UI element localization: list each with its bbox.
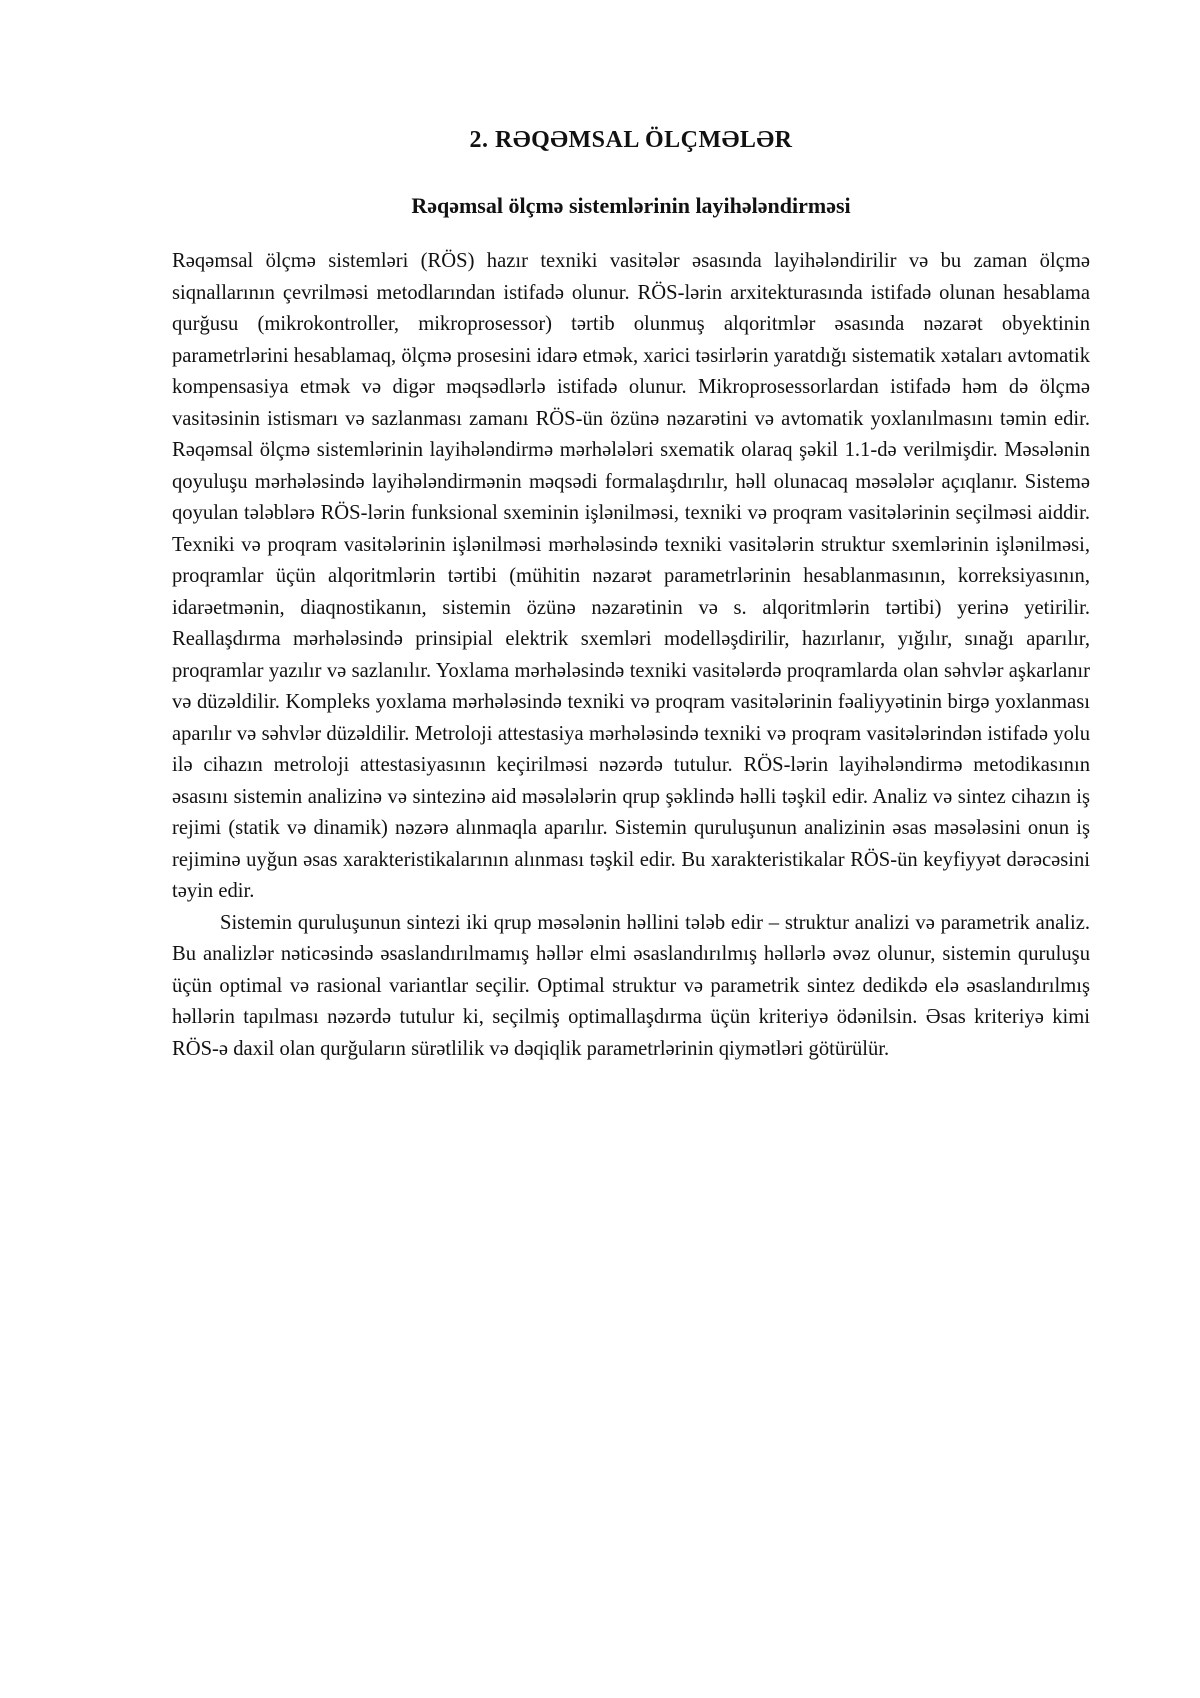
paragraph-1: Rəqəmsal ölçmə sistemləri (RÖS) hazır texniki vasitələr əsasında layihələndirilir və bu zaman ölçmə siqnallarının çevrilməsi metodlarından istifadə olunur. RÖS-lərin arxitekturasında istifadə olunan hesablama qurğusu (mikrokontroller, mikroprosessor) tərtib olunmuş alqoritmlər əsasında nəzarət obyektinin parametrlərini hesablamaq, ölçmə prosesini idarə etmək, xarici təsirlərin yaratdığı sistematik xətaları avtomatik kompensasiya etmək və digər məqsədlərlə istifadə olunur. Mikroprosessorlardan istifadə həm də ölçmə vasitəsinin istismarı və sazlanması zamanı RÖS-ün özünə nəzarətini və avtomatik yoxlanılmasını təmin edir. Rəqəmsal ölçmə sistemlərinin layihələndirmə mərhələləri sxematik olaraq şəkil 1.1-də verilmişdir. Məsələnin qoyuluşu mərhələsində layihələndirmənin məqsədi formalaşdırılır, həll olunacaq məsələlər açıqlanır. Sistemə qoyulan tələblərə RÖS-lərin funksional sxeminin işlənilməsi, texniki və proqram vasitələrinin seçilməsi aiddir. Texniki və proqram vasitələrinin işlənilməsi mərhələsində texniki vasitələrin struktur sxemlərinin işlənilməsi, proqramlar üçün alqoritmlərin tərtibi (mühitin nəzarət parametrlərinin hesablanmasının, korreksiyasının, idarəetmənin, diaqnostikanın, sistemin özünə nəzarətinin və s. alqoritmlərin tərtibi) yerinə yetirilir. Reallaşdırma mərhələsində prinsipial elektrik sxemləri modelləşdirilir, hazırlanır, yığılır, sınağı aparılır, proqramlar yazılır və sazlanılır. Yoxlama mərhələsində texniki vasitələrdə proqramlarda olan səhvlər aşkarlanır və düzəldilir. Kompleks yoxlama mərhələsində texniki və proqram vasitələrinin fəaliyyətinin birgə yoxlanması aparılır və səhvlər düzəldilir. Metroloji attestasiya mərhələsində texniki və proqram vasitələrindən istifadə yolu ilə cihazın metroloji attestasiyasının keçirilməsi nəzərdə tutulur. RÖS-lərin layihələndirmə metodikasının əsasını sistemin analizinə və sintezinə aid məsələlərin qrup şəklində həlli təşkil edir. Analiz və sintez cihazın iş rejimi (statik və dinamik) nəzərə alınmaqla aparılır. Sistemin quruluşunun analizinin əsas məsələsini onun iş rejiminə uyğun əsas xarakteristikalarının alınması təşkil edir. Bu xarakteristikalar RÖS-ün keyfiyyət dərəcəsini təyin edir. bbox=[172, 250, 1090, 902]
section-title: Rəqəmsal ölçmə sistemlərinin layihələndirməsi bbox=[411, 193, 851, 218]
paragraph-2: Sistemin quruluşunun sintezi iki qrup məsələnin həllini tələb edir – struktur analizi və parametrik analiz. Bu analizlər nəticəsində əsaslandırılmamış həllər elmi əsaslandırılmış həllərlə əvəz olunur, sistemin quruluşu üçün optimal və rasional variantlar seçilir. Optimal struktur və parametrik sintez dedikdə elə əsaslandırılmış həllərin tapılması nəzərdə tutulur ki, seçilmiş optimallaşdırma üçün kriteriyə ödənilsin. Əsas kriteriyə kimi RÖS-ə daxil olan qurğuların sürətlilik və dəqiqlik parametrlərinin qiymətləri götürülür. bbox=[172, 911, 1090, 1060]
body-text bbox=[172, 246, 1090, 1065]
document-page bbox=[172, 108, 1090, 1065]
chapter-title: 2. RƏQƏMSAL ÖLÇMƏLƏR bbox=[469, 127, 793, 153]
